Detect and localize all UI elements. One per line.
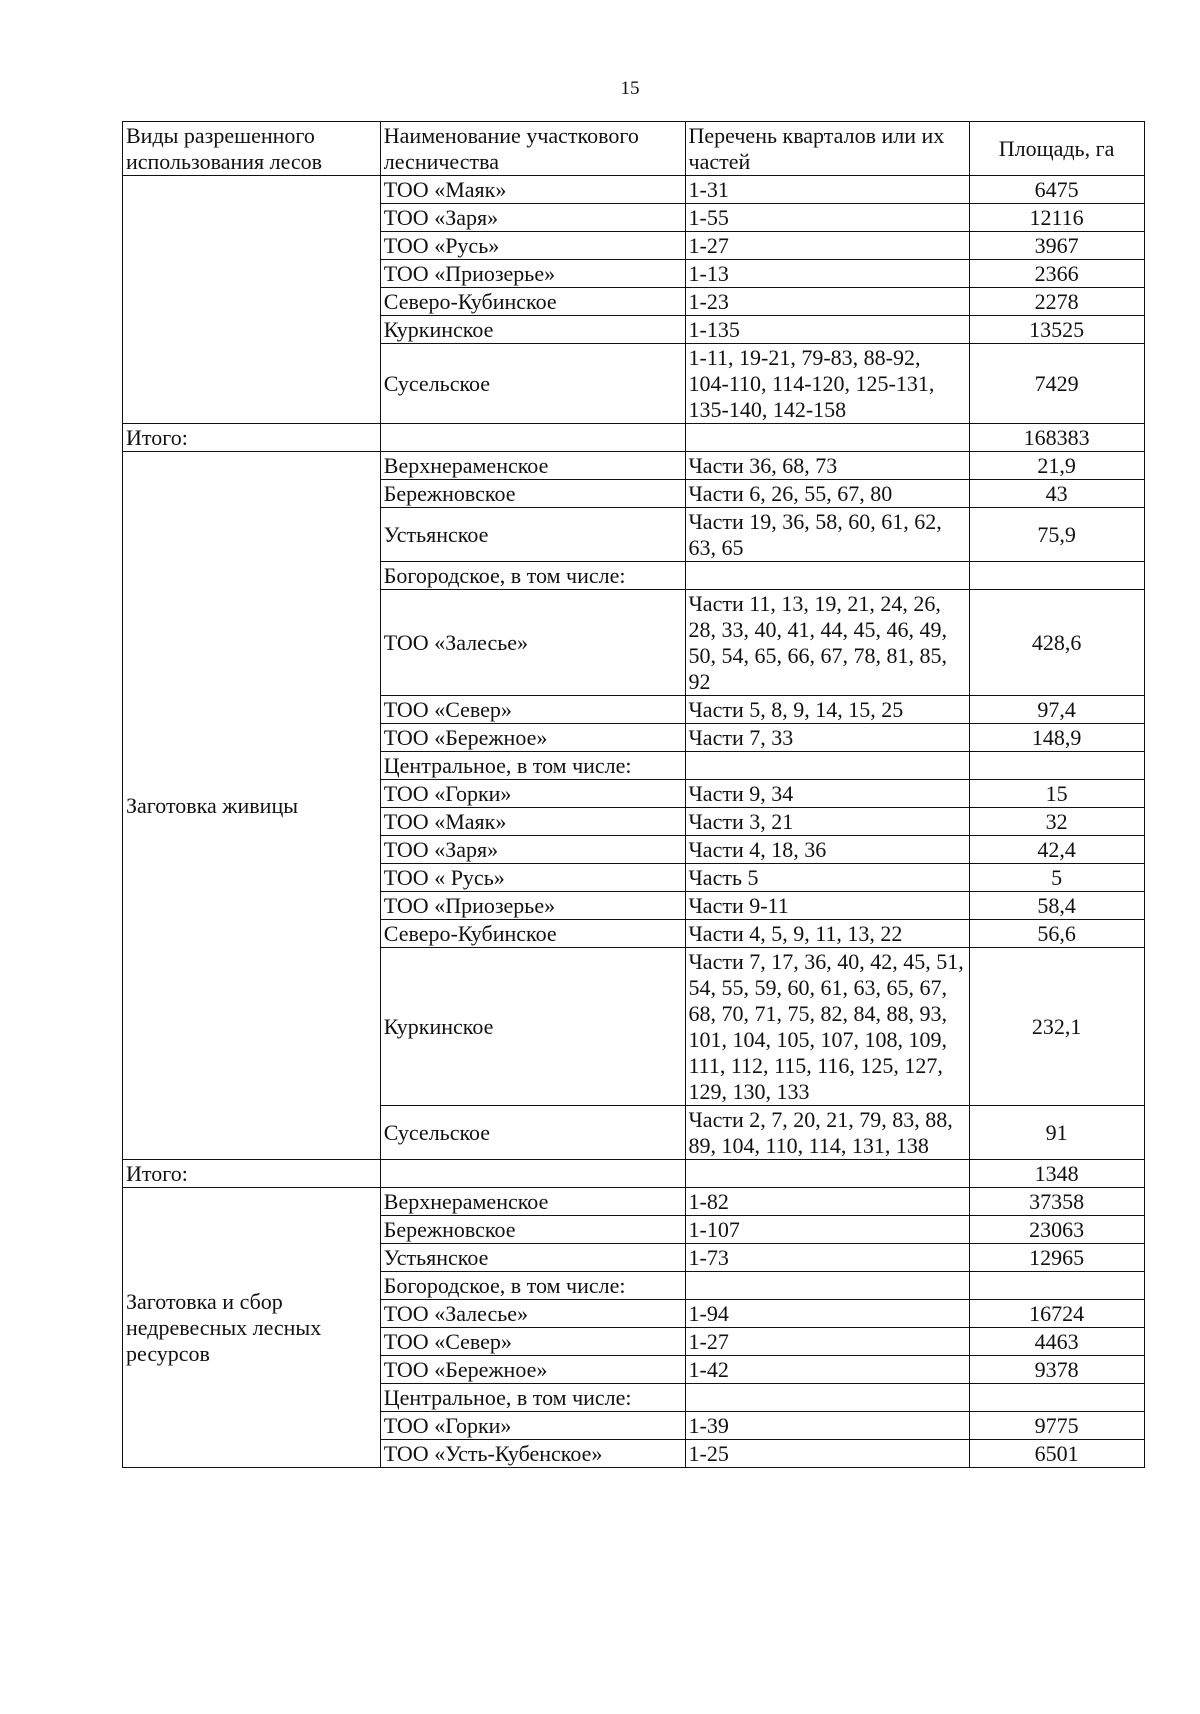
area-cell xyxy=(970,1384,1145,1412)
quarters-cell: 1-11, 19-21, 79-83, 88-92, 104-110, 114-120, 125-131, 135-140, 142-158 xyxy=(685,344,970,424)
forestry-name-cell: ТОО «Маяк» xyxy=(380,176,685,204)
area-cell: 7429 xyxy=(970,344,1145,424)
header-area: Площадь, га xyxy=(970,122,1145,176)
forestry-name-cell: Куркинское xyxy=(380,316,685,344)
forestry-name-cell: Верхнераменское xyxy=(380,1188,685,1216)
forestry-name-cell: Сусельское xyxy=(380,344,685,424)
area-cell: 5 xyxy=(970,864,1145,892)
quarters-cell xyxy=(685,752,970,780)
forestry-name-cell: Северо-Кубинское xyxy=(380,920,685,948)
use-type-cell xyxy=(123,176,381,424)
area-cell: 91 xyxy=(970,1106,1145,1160)
forestry-name-cell: ТОО «Бережное» xyxy=(380,724,685,752)
quarters-cell: Части 7, 17, 36, 40, 42, 45, 51, 54, 55, 59, 60, 61, 63, 65, 67, 68, 70, 71, 75, 82, 84, 88, 93, 101, 104, 105, 107, 108, 109, 111, 112, 115, 116, 125, 127, 129, 130, 133 xyxy=(685,948,970,1106)
area-cell: 3967 xyxy=(970,232,1145,260)
area-cell: 23063 xyxy=(970,1216,1145,1244)
quarters-cell: Части 11, 13, 19, 21, 24, 26, 28, 33, 40, 41, 44, 45, 46, 49, 50, 54, 65, 66, 67, 78, 81, 85, 92 xyxy=(685,590,970,696)
quarters-cell xyxy=(685,1272,970,1300)
forestry-name-cell: ТОО «Заря» xyxy=(380,204,685,232)
forestry-name-cell: Центральное, в том числе: xyxy=(380,752,685,780)
use-type-cell: Заготовка живицы xyxy=(123,452,381,1160)
forestry-name-cell: Богородское, в том числе: xyxy=(380,562,685,590)
forest-use-table xyxy=(122,121,1145,1468)
table-row xyxy=(123,176,1145,204)
forestry-name-cell: ТОО «Приозерье» xyxy=(380,260,685,288)
area-cell: 148,9 xyxy=(970,724,1145,752)
forestry-name-cell: ТОО «Бережное» xyxy=(380,1356,685,1384)
forestry-name-cell: ТОО « Русь» xyxy=(380,864,685,892)
total-area: 168383 xyxy=(970,424,1145,452)
area-cell: 42,4 xyxy=(970,836,1145,864)
forestry-name-cell: ТОО «Маяк» xyxy=(380,808,685,836)
quarters-cell xyxy=(685,562,970,590)
quarters-cell: Части 4, 5, 9, 11, 13, 22 xyxy=(685,920,970,948)
forestry-name-cell: Северо-Кубинское xyxy=(380,288,685,316)
quarters-cell: Части 2, 7, 20, 21, 79, 83, 88, 89, 104, 110, 114, 131, 138 xyxy=(685,1106,970,1160)
forestry-name-cell: Верхнераменское xyxy=(380,452,685,480)
area-cell: 43 xyxy=(970,480,1145,508)
forestry-name-cell: Устьянское xyxy=(380,508,685,562)
area-cell xyxy=(970,752,1145,780)
quarters-cell: Части 9-11 xyxy=(685,892,970,920)
area-cell: 75,9 xyxy=(970,508,1145,562)
table-row xyxy=(123,452,1145,480)
quarters-cell: 1-39 xyxy=(685,1412,970,1440)
forestry-name-cell: Куркинское xyxy=(380,948,685,1106)
area-cell: 2278 xyxy=(970,288,1145,316)
quarters-cell: 1-42 xyxy=(685,1356,970,1384)
total-empty-cell xyxy=(685,1160,970,1188)
area-cell: 16724 xyxy=(970,1300,1145,1328)
quarters-cell: 1-23 xyxy=(685,288,970,316)
area-cell xyxy=(970,1272,1145,1300)
quarters-cell: Части 36, 68, 73 xyxy=(685,452,970,480)
total-label: Итого: xyxy=(123,1160,381,1188)
quarters-cell: Части 9, 34 xyxy=(685,780,970,808)
total-label: Итого: xyxy=(123,424,381,452)
use-type-cell: Заготовка и сбор недревесных лесных ресурсов xyxy=(123,1188,381,1468)
header-quarters: Перечень кварталов или их частей xyxy=(685,122,970,176)
area-cell: 37358 xyxy=(970,1188,1145,1216)
forestry-name-cell: Богородское, в том числе: xyxy=(380,1272,685,1300)
quarters-cell: Части 6, 26, 55, 67, 80 xyxy=(685,480,970,508)
quarters-cell: 1-107 xyxy=(685,1216,970,1244)
forestry-name-cell: ТОО «Приозерье» xyxy=(380,892,685,920)
area-cell: 4463 xyxy=(970,1328,1145,1356)
area-cell: 12116 xyxy=(970,204,1145,232)
total-area: 1348 xyxy=(970,1160,1145,1188)
total-empty-cell xyxy=(380,424,685,452)
quarters-cell: 1-31 xyxy=(685,176,970,204)
quarters-cell: Части 3, 21 xyxy=(685,808,970,836)
quarters-cell: Части 5, 8, 9, 14, 15, 25 xyxy=(685,696,970,724)
area-cell: 21,9 xyxy=(970,452,1145,480)
forestry-name-cell: ТОО «Север» xyxy=(380,1328,685,1356)
quarters-cell: Части 7, 33 xyxy=(685,724,970,752)
quarters-cell: 1-27 xyxy=(685,1328,970,1356)
quarters-cell: 1-82 xyxy=(685,1188,970,1216)
forestry-name-cell: ТОО «Север» xyxy=(380,696,685,724)
quarters-cell xyxy=(685,1384,970,1412)
area-cell: 12965 xyxy=(970,1244,1145,1272)
forestry-name-cell: ТОО «Залесье» xyxy=(380,1300,685,1328)
header-forestry: Наименование участкового лесничества xyxy=(380,122,685,176)
total-empty-cell xyxy=(380,1160,685,1188)
page-number: 15 xyxy=(620,78,640,99)
table-row xyxy=(123,1188,1145,1216)
area-cell: 56,6 xyxy=(970,920,1145,948)
forestry-name-cell: ТОО «Горки» xyxy=(380,780,685,808)
quarters-cell: Часть 5 xyxy=(685,864,970,892)
total-row xyxy=(123,1160,1145,1188)
forestry-name-cell: ТОО «Русь» xyxy=(380,232,685,260)
area-cell: 9378 xyxy=(970,1356,1145,1384)
forestry-name-cell: ТОО «Залесье» xyxy=(380,590,685,696)
total-row xyxy=(123,424,1145,452)
forestry-name-cell: Бережновское xyxy=(380,480,685,508)
forestry-name-cell: Сусельское xyxy=(380,1106,685,1160)
forestry-name-cell: ТОО «Горки» xyxy=(380,1412,685,1440)
area-cell xyxy=(970,562,1145,590)
quarters-cell: 1-135 xyxy=(685,316,970,344)
total-empty-cell xyxy=(685,424,970,452)
area-cell: 58,4 xyxy=(970,892,1145,920)
area-cell: 232,1 xyxy=(970,948,1145,1106)
forestry-name-cell: Центральное, в том числе: xyxy=(380,1384,685,1412)
area-cell: 9775 xyxy=(970,1412,1145,1440)
area-cell: 428,6 xyxy=(970,590,1145,696)
area-cell: 13525 xyxy=(970,316,1145,344)
forestry-name-cell: ТОО «Усть-Кубенское» xyxy=(380,1440,685,1468)
forestry-name-cell: Бережновское xyxy=(380,1216,685,1244)
quarters-cell: 1-25 xyxy=(685,1440,970,1468)
forestry-name-cell: Устьянское xyxy=(380,1244,685,1272)
header-use: Виды разрешенного использования лесов xyxy=(123,122,381,176)
quarters-cell: 1-27 xyxy=(685,232,970,260)
area-cell: 2366 xyxy=(970,260,1145,288)
quarters-cell: 1-73 xyxy=(685,1244,970,1272)
quarters-cell: Части 19, 36, 58, 60, 61, 62, 63, 65 xyxy=(685,508,970,562)
quarters-cell: Части 4, 18, 36 xyxy=(685,836,970,864)
area-cell: 97,4 xyxy=(970,696,1145,724)
quarters-cell: 1-13 xyxy=(685,260,970,288)
quarters-cell: 1-94 xyxy=(685,1300,970,1328)
area-cell: 15 xyxy=(970,780,1145,808)
quarters-cell: 1-55 xyxy=(685,204,970,232)
table-header-row xyxy=(123,122,1145,176)
area-cell: 32 xyxy=(970,808,1145,836)
area-cell: 6501 xyxy=(970,1440,1145,1468)
forestry-name-cell: ТОО «Заря» xyxy=(380,836,685,864)
area-cell: 6475 xyxy=(970,176,1145,204)
